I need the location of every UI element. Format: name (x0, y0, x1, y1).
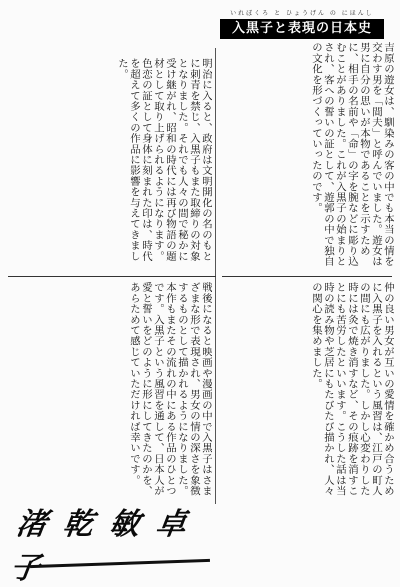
text-block-lower-right: 仲の良い男女が互いの愛情を確かめ合うために入黒子を入れるという風習は、江戸の町人の間にも広がりました。しかし心変わりした時には灸で焼き消すなど、その痕跡を消すことにも苦労したといいます。こうした話は当時の読み物や芝居にもたびたび描かれ、人々の関心を集めました。 (310, 282, 394, 496)
header-blank-area (4, 4, 218, 52)
text-block-upper-right: 吉原の遊女は、馴染みの客の中でも本当の情を交わす男を「間夫」と呼んでいました。遊女は男に自分の思いが本物であることを示すために、相手の名前や「命」の字を腕などに彫り込むことがありました。これが入黒子の始まりとされ、客への誓いの証として、遊郭の中で独自の文化を形づくっていったのです。 (310, 42, 394, 267)
row-divider-left (8, 276, 216, 277)
row-divider-right (222, 276, 392, 277)
text-block-lower-left: 戦後になると映画や漫画の中で入黒子はさまざまな形で表現され、男女の情の深さを象徴するものとして描かれるようになりました。本作もまたその流れの中にある作品のひとつです。入黒子という風習を通して、日本人が愛と誓いをどのように形にしてきたのかを、あらためて感じていただければ幸いです。 (128, 282, 212, 496)
artist-signature: 渚 乾 敏 卓 子 (7, 507, 192, 586)
article-title: 入黒子と表現の日本史 (220, 19, 384, 39)
title-furigana: いれぼくろ と ひょうげん の にほんし (230, 10, 374, 17)
article-header (220, 6, 384, 44)
text-block-upper-left: 明治に入ると、政府は文明開化の名のもとに刺青を禁じ、入黒子もまた取締りの対象となりました。それでも人々の間で秘かに受け継がれ、昭和の時代には再び物語の題材として取り上げられるようになります。色恋の証として身体に刻まれた印は、時代を超えて多くの作品に影響を与えてきました。 (116, 58, 212, 262)
